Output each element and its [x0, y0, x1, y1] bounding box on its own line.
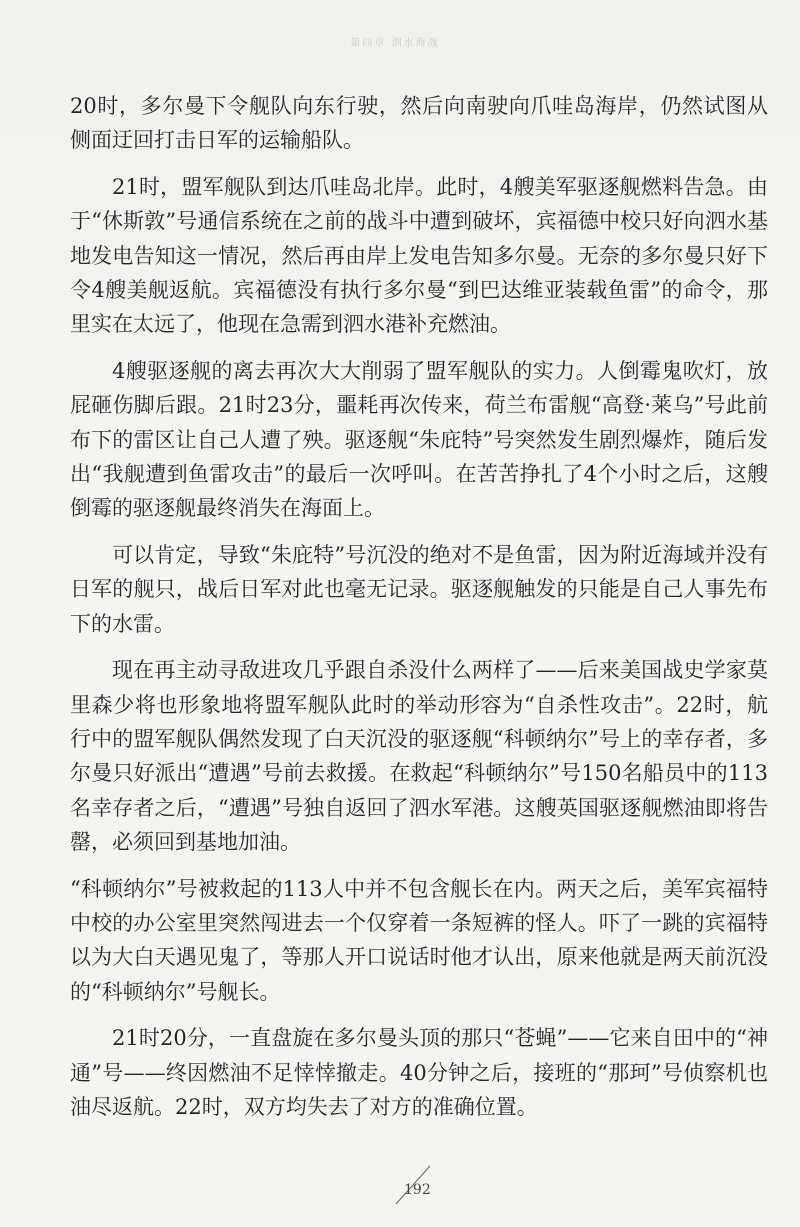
paragraph-6: “科顿纳尔”号被救起的113人中并不包含舰长在内。两天之后，美军宾福特中校的办公室里突然闯进去一个仅穿着一条短裤的怪人。吓了一跳的宾福特以为大白天遇见鬼了，等那人开口说话时他才认出，原来他就是两天前沉没的“科顿纳尔”号舰长。 [70, 876, 768, 1004]
running-header: 第四章 泗水海战 [350, 38, 440, 49]
paragraph-2: 21时，盟军舰队到达爪哇岛北岸。此时，4艘美军驱逐舰燃料告急。由于“休斯敦”号通信系统在之前的战斗中遭到破坏，宾福德中校只好向泗水基地发电告知这一情况，然后再由岸上发电告知多尔曼。无奈的多尔曼只好下令4艘美舰返航。宾福德没有执行多尔曼“到巴达维亚装载鱼雷”的命令，那里实在太远了，他现在急需到泗水港补充燃油。 [70, 174, 768, 337]
paragraph-4: 可以肯定，导致“朱庇特”号沉没的绝对不是鱼雷，因为附近海域并没有日军的舰只，战后日军对此也毫无记录。驱逐舰触发的只能是自己人事先布下的水雷。 [70, 542, 768, 636]
page-number: 192 [404, 1182, 431, 1198]
paragraph-3: 4艘驱逐舰的离去再次大大削弱了盟军舰队的实力。人倒霉鬼吹灯，放屁砸伤脚后跟。21时23分，噩耗再次传来，荷兰布雷舰“高登·莱乌”号此前布下的雷区让自己人遭了殃。驱逐舰“朱庇特”号突然发生剧烈爆炸，随后发出“我舰遭到鱼雷攻击”的最后一次呼叫。在苦苦挣扎了4个小时之后，这艘倒霉的驱逐舰最终消失在海面上。 [70, 358, 768, 521]
body-text [70, 89, 768, 1136]
page-number-folio [382, 1160, 442, 1210]
paragraph-7: 21时20分，一直盘旋在多尔曼头顶的那只“苍蝇”——它来自田中的“神通”号——终因燃油不足悻悻撤走。40分钟之后，接班的“那珂”号侦察机也油尽返航。22时，双方均失去了对方的准确位置。 [70, 1026, 768, 1119]
paragraph-1: 20时，多尔曼下令舰队向东行驶，然后向南驶向爪哇岛海岸，仍然试图从侧面迂回打击日军的运输船队。 [70, 94, 768, 153]
paragraph-5: 现在再主动寻敌进攻几乎跟自杀没什么两样了——后来美国战史学家莫里森少将也形象地将盟军舰队此时的举动形容为“自杀性攻击”。22时，航行中的盟军舰队偶然发现了白天沉没的驱逐舰“科顿纳尔”号上的幸存者，多尔曼只好派出“遭遇”号前去救援。在救起“科顿纳尔”号150名船员中的113名幸存者之后，“遭遇”号独自返回了泗水军港。这艘英国驱逐舰燃油即将告罄，必须回到基地加油。 [70, 658, 768, 855]
